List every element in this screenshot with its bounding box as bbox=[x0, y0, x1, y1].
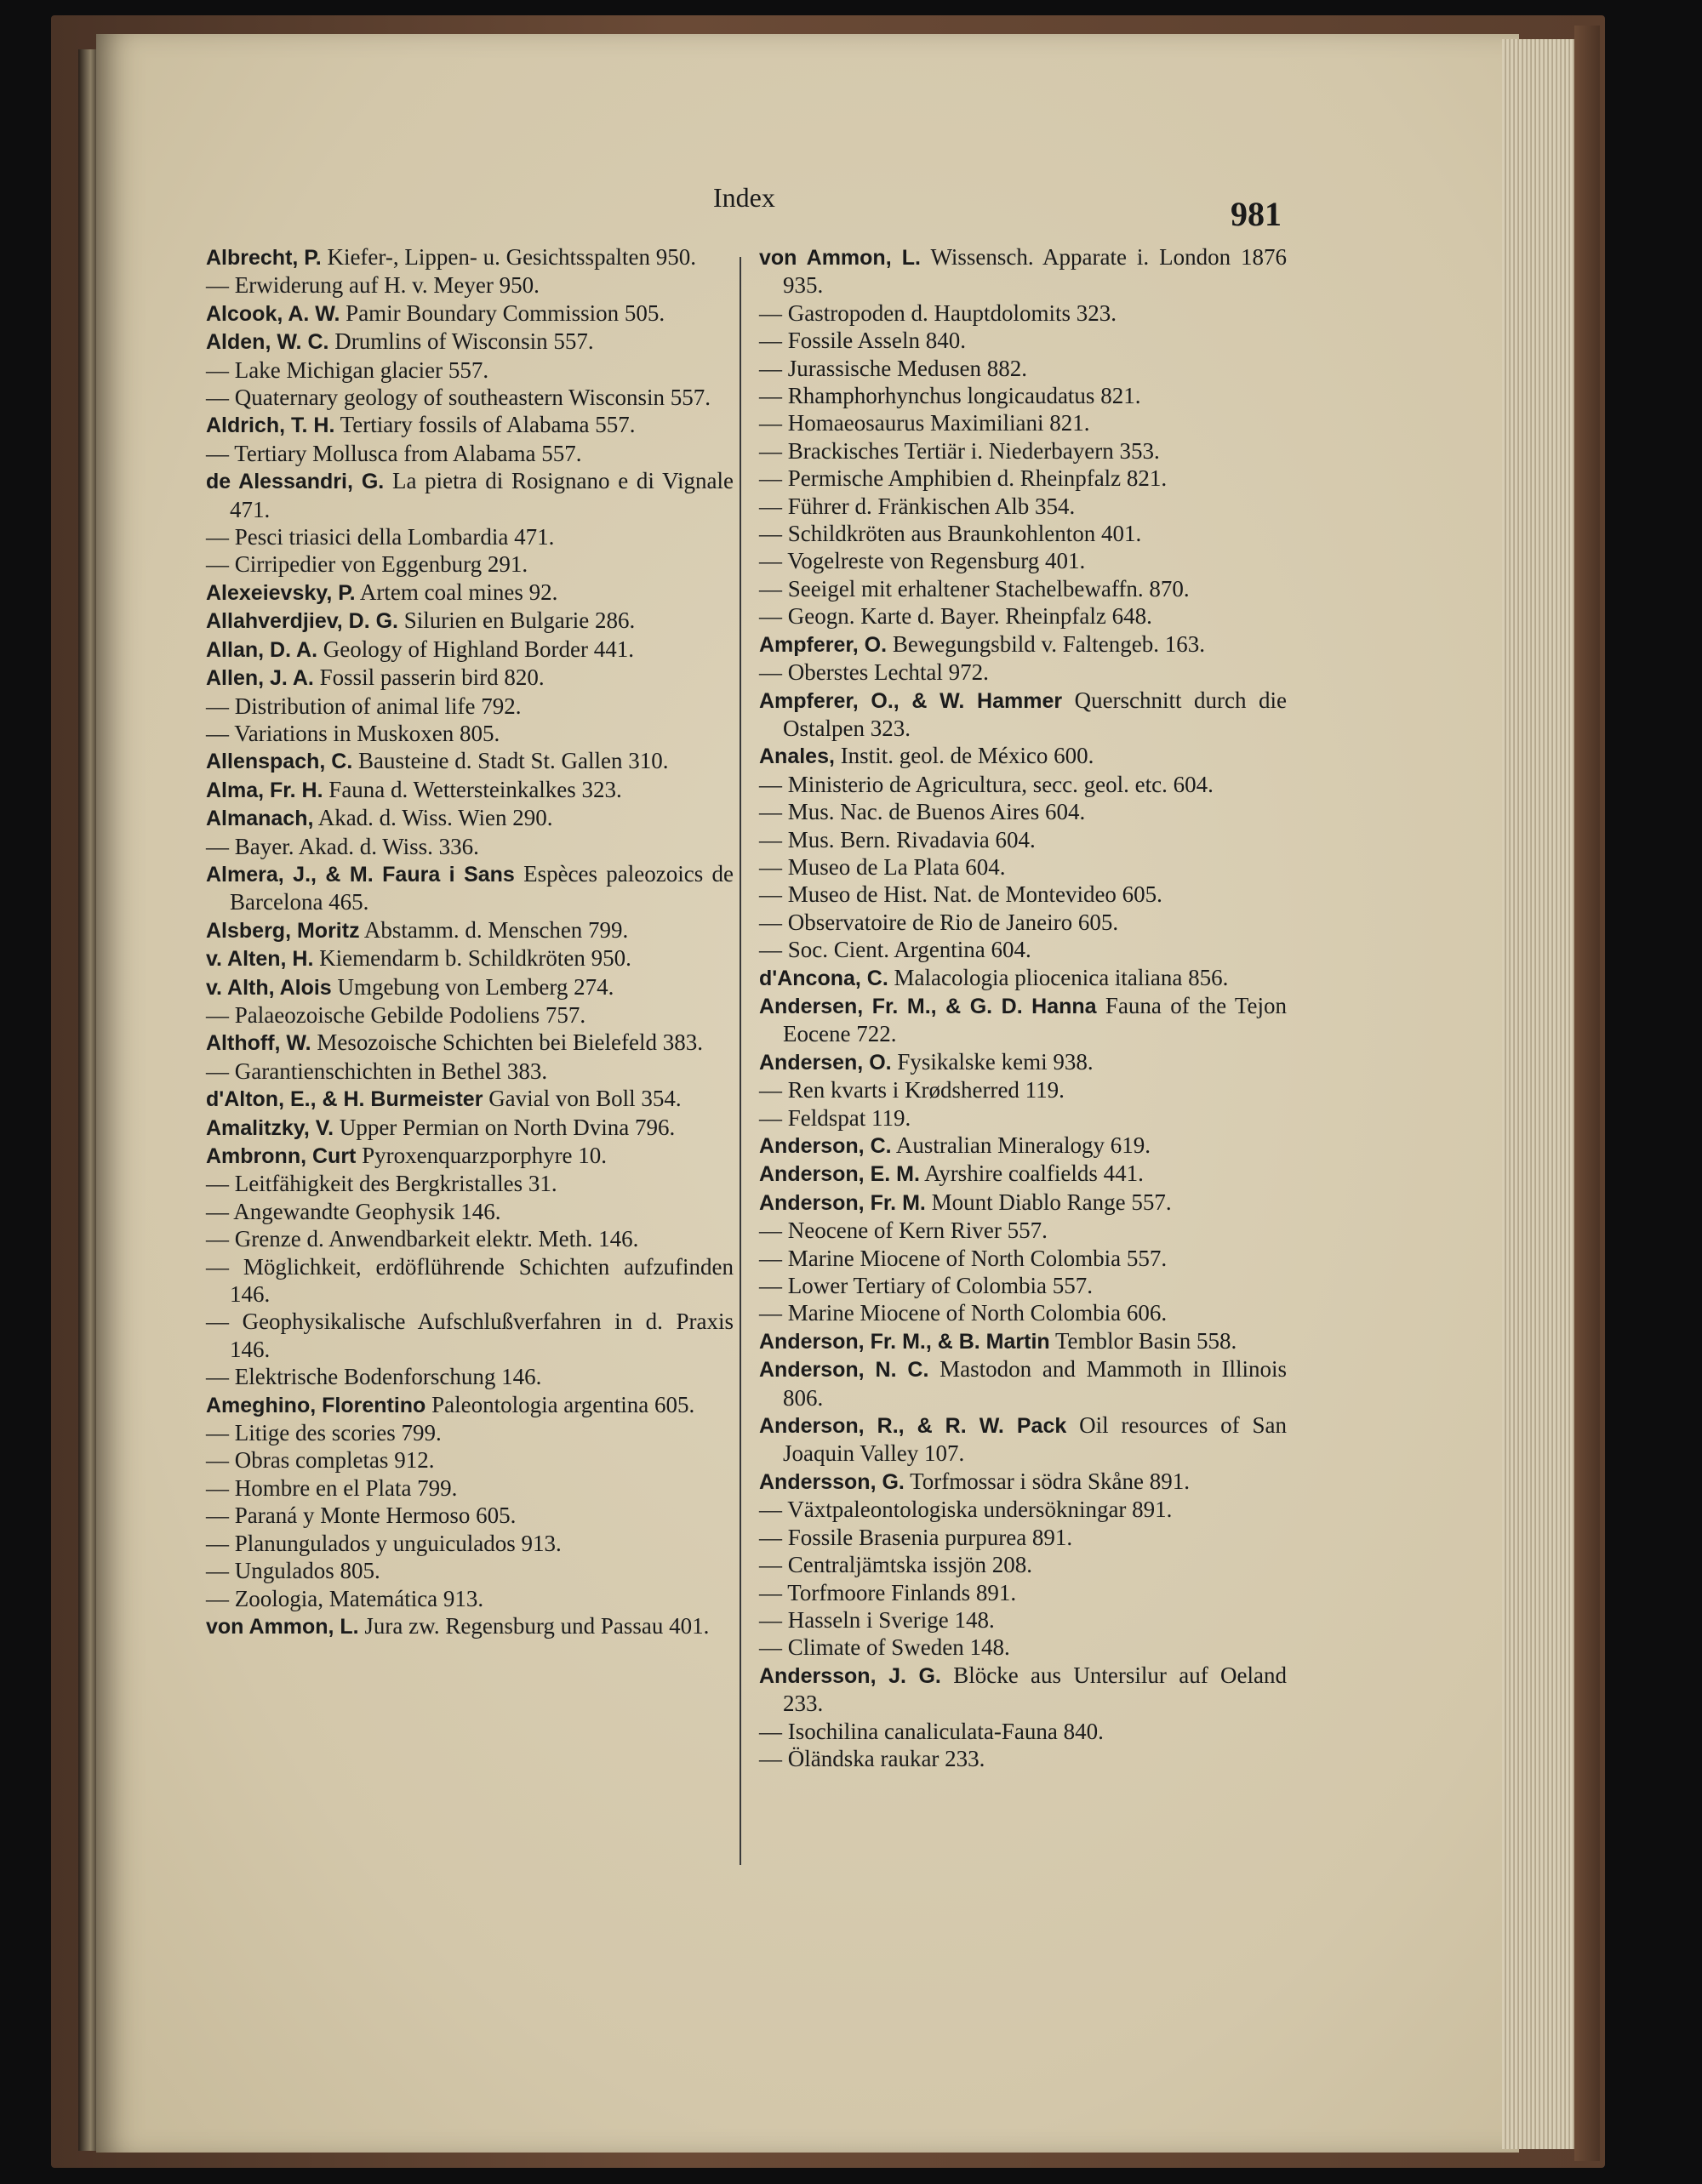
entry-text: — Cirripedier von Eggenburg 291. bbox=[206, 551, 528, 578]
entry-text: — Führer d. Fränkischen Alb 354. bbox=[759, 493, 1076, 519]
index-entry bbox=[206, 1198, 734, 1225]
index-entry bbox=[759, 575, 1287, 602]
entry-text: Fysikalske kemi 938. bbox=[897, 1048, 1094, 1075]
index-entry bbox=[759, 826, 1287, 853]
index-entry bbox=[759, 327, 1287, 354]
index-entry bbox=[759, 1579, 1287, 1606]
index-entry bbox=[206, 579, 734, 607]
entry-text: Kiemendarm b. Schildkröten 950. bbox=[319, 945, 631, 972]
entry-author: Anderson, N. C. bbox=[759, 1358, 929, 1383]
index-entry bbox=[759, 1245, 1287, 1272]
entry-text: Jura zw. Regensburg und Passau 401. bbox=[364, 1612, 710, 1639]
index-entry bbox=[759, 1468, 1287, 1496]
entry-text: — Bayer. Akad. d. Wiss. 336. bbox=[206, 833, 479, 859]
index-entry bbox=[206, 1391, 734, 1419]
entry-author: Andersen, Fr. M., & G. D. Hanna bbox=[759, 994, 1097, 1018]
index-entry bbox=[759, 1299, 1287, 1326]
index-entry bbox=[759, 687, 1287, 743]
entry-text: — Variations in Muskoxen 805. bbox=[206, 720, 500, 746]
index-entry bbox=[206, 833, 734, 860]
entry-author: Ampferer, O. bbox=[759, 632, 888, 657]
index-entry bbox=[759, 1551, 1287, 1578]
index-entry bbox=[759, 437, 1287, 465]
entry-text: Mastodon and Mammoth in Illinois 806. bbox=[783, 1356, 1287, 1411]
entry-text: — Geogn. Karte d. Bayer. Rheinpfalz 648. bbox=[759, 603, 1152, 630]
entry-text: — Schildkröten aus Braunkohlenton 401. bbox=[759, 521, 1142, 547]
entry-text: — Elektrische Bodenforschung 146. bbox=[206, 1364, 542, 1390]
entry-author: Andersson, J. G. bbox=[759, 1663, 941, 1688]
entry-text: Temblor Basin 558. bbox=[1054, 1327, 1237, 1354]
entry-author: Aldrich, T. H. bbox=[206, 413, 335, 438]
entry-text: — Fossile Asseln 840. bbox=[759, 328, 967, 354]
index-entry bbox=[206, 356, 734, 384]
index-entry bbox=[759, 742, 1287, 770]
entry-author: v. Alth, Alois bbox=[206, 975, 332, 1000]
index-entry bbox=[759, 964, 1287, 992]
entry-text: — Zoologia, Matemática 913. bbox=[206, 1585, 484, 1611]
index-entry bbox=[759, 1132, 1287, 1160]
index-entry bbox=[206, 328, 734, 356]
index-entry bbox=[206, 411, 734, 439]
entry-author: Anales, bbox=[759, 744, 835, 769]
index-entry bbox=[206, 1029, 734, 1057]
entry-author: Andersson, G. bbox=[759, 1469, 905, 1494]
entry-author: von Ammon, L. bbox=[759, 246, 921, 270]
entry-text: — Gastropoden d. Hauptdolomits 323. bbox=[759, 299, 1117, 326]
index-entry bbox=[759, 853, 1287, 881]
entry-text: Silurien en Bulgarie 286. bbox=[403, 607, 636, 634]
entry-text: Artem coal mines 92. bbox=[359, 579, 558, 605]
index-entry bbox=[206, 1085, 734, 1113]
entry-author: Almera, J., & M. Faura i Sans bbox=[206, 862, 515, 887]
entry-text: — Feldspat 119. bbox=[759, 1104, 911, 1131]
entry-text: — Växtpaleontologiska undersökningar 891. bbox=[759, 1497, 1173, 1523]
entry-text: Bewegungsbild v. Faltengeb. 163. bbox=[892, 630, 1206, 657]
index-entry bbox=[206, 1170, 734, 1197]
index-entry bbox=[206, 1114, 734, 1142]
entry-author: Ameghino, Florentino bbox=[206, 1393, 426, 1417]
index-entry bbox=[759, 602, 1287, 630]
entry-text: Blöcke aus Untersilur auf Oeland 233. bbox=[783, 1662, 1288, 1717]
index-entry bbox=[759, 520, 1287, 547]
index-entry bbox=[759, 909, 1287, 936]
entry-text: — Soc. Cient. Argentina 604. bbox=[759, 937, 1031, 963]
entry-text: Australian Mineralogy 619. bbox=[895, 1132, 1151, 1158]
index-entry bbox=[206, 1001, 734, 1029]
index-entry bbox=[759, 355, 1287, 382]
index-entry bbox=[759, 1104, 1287, 1132]
index-entry bbox=[206, 804, 734, 832]
index-entry bbox=[759, 1634, 1287, 1661]
index-entry bbox=[759, 243, 1287, 299]
entry-text: — Tertiary Mollusca from Alabama 557. bbox=[206, 440, 582, 466]
index-entry bbox=[206, 944, 734, 972]
index-column-right bbox=[759, 243, 1287, 1772]
index-entry bbox=[759, 1076, 1287, 1103]
entry-text: — Öländska raukar 233. bbox=[759, 1745, 985, 1771]
entry-text: Pyroxenquarzporphyre 10. bbox=[362, 1143, 608, 1168]
entry-text: Malacologia pliocenica italiana 856. bbox=[894, 964, 1229, 990]
index-entry bbox=[206, 720, 734, 747]
entry-text: Gavial von Boll 354. bbox=[488, 1086, 682, 1112]
entry-author: Allan, D. A. bbox=[206, 637, 318, 662]
entry-text: Instit. geol. de México 600. bbox=[840, 743, 1094, 769]
index-entry bbox=[759, 992, 1287, 1048]
index-entry bbox=[759, 630, 1287, 659]
entry-author: Anderson, Fr. M., & B. Martin bbox=[759, 1329, 1050, 1354]
entry-text: — Permische Amphibien d. Rheinpfalz 821. bbox=[759, 465, 1168, 492]
index-entry bbox=[759, 771, 1287, 798]
entry-text: — Paraná y Monte Hermoso 605. bbox=[206, 1503, 517, 1529]
entry-text: — Museo de La Plata 604. bbox=[759, 853, 1006, 880]
entry-author: d'Alton, E., & H. Burmeister bbox=[206, 1087, 483, 1112]
cover-edge bbox=[1574, 26, 1600, 2161]
entry-text: — Lake Michigan glacier 557. bbox=[206, 356, 489, 383]
entry-text: — Geophysikalische Aufschlußverfahren in d. Praxis 146. bbox=[206, 1309, 734, 1362]
index-column-left bbox=[206, 243, 734, 1640]
entry-author: Alden, W. C. bbox=[206, 330, 329, 355]
entry-author: d'Ancona, C. bbox=[759, 966, 888, 990]
index-entry bbox=[206, 636, 734, 664]
entry-author: Anderson, R., & R. W. Pack bbox=[759, 1414, 1067, 1439]
index-entry bbox=[759, 1606, 1287, 1634]
entry-text: — Hombre en el Plata 799. bbox=[206, 1474, 458, 1501]
index-entry bbox=[206, 1585, 734, 1612]
entry-text: — Seeigel mit erhaltener Stachelbewaffn. 870. bbox=[759, 575, 1190, 602]
index-entry bbox=[206, 1058, 734, 1085]
index-entry bbox=[759, 1327, 1287, 1355]
entry-author: Albrecht, P. bbox=[206, 246, 322, 270]
index-entry bbox=[206, 550, 734, 578]
entry-author: Anderson, Fr. M. bbox=[759, 1190, 926, 1215]
index-entry bbox=[206, 1253, 734, 1309]
entry-text: — Lower Tertiary of Colombia 557. bbox=[759, 1273, 1094, 1299]
index-entry bbox=[206, 860, 734, 916]
index-entry bbox=[759, 798, 1287, 825]
index-entry bbox=[759, 1662, 1287, 1718]
entry-text: Drumlins of Wisconsin 557. bbox=[334, 328, 594, 355]
entry-text: — Distribution of animal life 792. bbox=[206, 693, 522, 719]
column-rule bbox=[740, 257, 741, 1865]
index-entry bbox=[759, 881, 1287, 908]
entry-author: v. Alten, H. bbox=[206, 947, 314, 972]
entry-text: Mesozoische Schichten bei Bielefeld 383. bbox=[317, 1029, 703, 1056]
entry-text: Pamir Boundary Commission 505. bbox=[346, 299, 665, 326]
entry-text: Kiefer-, Lippen- u. Gesichtsspalten 950. bbox=[327, 244, 697, 270]
index-entry bbox=[759, 1160, 1287, 1188]
entry-text: — Erwiderung auf H. v. Meyer 950. bbox=[206, 272, 540, 299]
index-entry bbox=[206, 1557, 734, 1584]
index-entry bbox=[206, 1502, 734, 1529]
entry-text: — Fossile Brasenia purpurea 891. bbox=[759, 1524, 1073, 1550]
index-entry bbox=[206, 664, 734, 692]
entry-text: — Obras completas 912. bbox=[206, 1447, 435, 1474]
entry-author: Alma, Fr. H. bbox=[206, 778, 323, 802]
entry-text: Bausteine d. Stadt St. Gallen 310. bbox=[358, 748, 669, 774]
entry-text: — Garantienschichten in Bethel 383. bbox=[206, 1058, 548, 1084]
index-entry bbox=[759, 1411, 1287, 1468]
entry-text: — Ungulados 805. bbox=[206, 1558, 380, 1584]
index-entry bbox=[206, 1612, 734, 1640]
index-entry bbox=[206, 1308, 734, 1363]
index-entry bbox=[759, 1355, 1287, 1411]
index-entry bbox=[759, 936, 1287, 963]
index-entry bbox=[206, 747, 734, 775]
entry-text: Upper Permian on North Dvina 796. bbox=[339, 1114, 676, 1140]
entry-author: de Alessandri, G. bbox=[206, 470, 385, 494]
index-entry bbox=[759, 1217, 1287, 1244]
entry-text: — Marine Miocene of North Colombia 557. bbox=[759, 1245, 1168, 1271]
index-entry bbox=[206, 916, 734, 944]
index-entry bbox=[206, 1530, 734, 1557]
entry-text: — Isochilina canaliculata-Fauna 840. bbox=[759, 1718, 1104, 1744]
index-entry bbox=[759, 1745, 1287, 1772]
entry-text: Geology of Highland Border 441. bbox=[323, 636, 634, 662]
index-entry bbox=[206, 243, 734, 271]
index-entry bbox=[759, 493, 1287, 520]
index-entry bbox=[759, 382, 1287, 409]
index-entry bbox=[759, 1048, 1287, 1076]
index-entry bbox=[759, 1524, 1287, 1551]
index-entry bbox=[206, 1363, 734, 1390]
entry-text: Ayrshire coalfields 441. bbox=[924, 1160, 1144, 1187]
index-entry bbox=[206, 1446, 734, 1474]
entry-author: Allen, J. A. bbox=[206, 666, 314, 691]
entry-text: — Pesci triasici della Lombardia 471. bbox=[206, 524, 555, 550]
entry-author: Ambronn, Curt bbox=[206, 1144, 357, 1168]
index-entry bbox=[206, 973, 734, 1001]
entry-text: — Marine Miocene of North Colombia 606. bbox=[759, 1300, 1168, 1326]
index-entry bbox=[759, 547, 1287, 574]
index-entry bbox=[206, 1225, 734, 1252]
entry-text: — Angewandte Geophysik 146. bbox=[206, 1198, 501, 1224]
entry-text: Oil resources of San Joaquin Valley 107. bbox=[783, 1412, 1287, 1467]
entry-text: — Jurassische Medusen 882. bbox=[759, 355, 1027, 381]
entry-text: Mount Diablo Range 557. bbox=[931, 1189, 1172, 1215]
index-entry bbox=[759, 659, 1287, 686]
entry-text: — Oberstes Lechtal 972. bbox=[759, 659, 989, 686]
entry-text: — Hasseln i Sverige 148. bbox=[759, 1606, 995, 1633]
index-entry bbox=[759, 1496, 1287, 1523]
entry-text: — Neocene of Kern River 557. bbox=[759, 1217, 1048, 1244]
index-entry bbox=[759, 1272, 1287, 1299]
entry-author: Althoff, W. bbox=[206, 1031, 311, 1056]
entry-text: — Möglichkeit, erdöflührende Schichten aufzufinden 146. bbox=[206, 1253, 734, 1308]
entry-text: — Planungulados y unguiculados 913. bbox=[206, 1530, 562, 1556]
index-entry bbox=[759, 465, 1287, 492]
index-entry bbox=[206, 299, 734, 328]
entry-text: Umgebung von Lemberg 274. bbox=[337, 973, 614, 1000]
entry-author: Almanach, bbox=[206, 807, 314, 831]
index-entry bbox=[206, 1419, 734, 1446]
index-entry bbox=[206, 384, 734, 411]
entry-text: — Centraljämtska issjön 208. bbox=[759, 1552, 1032, 1578]
entry-author: Allenspach, C. bbox=[206, 750, 353, 774]
index-entry bbox=[206, 1142, 734, 1170]
entry-text: Fauna d. Wettersteinkalkes 323. bbox=[328, 776, 622, 802]
entry-text: La pietra di Rosignano e di Vignale 471. bbox=[230, 468, 734, 522]
entry-author: Allahverdjiev, D. G. bbox=[206, 609, 399, 634]
entry-text: — Museo de Hist. Nat. de Montevideo 605. bbox=[759, 881, 1162, 908]
page-number: 981 bbox=[1231, 195, 1282, 233]
entry-author: Andersen, O. bbox=[759, 1050, 892, 1075]
index-entry bbox=[206, 607, 734, 635]
index-entry bbox=[206, 440, 734, 467]
entry-author: Anderson, E. M. bbox=[759, 1162, 920, 1187]
entry-author: Ampferer, O., & W. Hammer bbox=[759, 688, 1063, 713]
index-entry bbox=[759, 299, 1287, 327]
entry-text: Espèces paleozoics de Barcelona 465. bbox=[230, 860, 734, 915]
entry-text: Querschnitt durch die Ostalpen 323. bbox=[783, 687, 1287, 741]
entry-text: Fossil passerin bird 820. bbox=[319, 664, 545, 691]
index-entry bbox=[206, 776, 734, 804]
entry-author: Alsberg, Moritz bbox=[206, 918, 360, 943]
index-entry bbox=[759, 409, 1287, 436]
index-entry bbox=[206, 1474, 734, 1502]
entry-text: Akad. d. Wiss. Wien 290. bbox=[317, 805, 553, 831]
entry-text: — Mus. Nac. de Buenos Aires 604. bbox=[759, 799, 1086, 825]
entry-text: — Ren kvarts i Krødsherred 119. bbox=[759, 1077, 1065, 1103]
running-head: Index bbox=[713, 182, 775, 213]
entry-text: — Torfmoore Finlands 891. bbox=[759, 1579, 1017, 1605]
index-entry bbox=[759, 1718, 1287, 1745]
entry-text: — Ministerio de Agricultura, secc. geol. etc. 604. bbox=[759, 771, 1214, 797]
entry-author: von Ammon, L. bbox=[206, 1614, 359, 1639]
entry-text: Fauna of the Tejon Eocene 722. bbox=[783, 992, 1287, 1047]
entry-text: Torfmossar i södra Skåne 891. bbox=[910, 1468, 1190, 1494]
index-entry bbox=[206, 693, 734, 720]
entry-text: Tertiary fossils of Alabama 557. bbox=[340, 412, 636, 438]
entry-author: Alcook, A. W. bbox=[206, 301, 340, 326]
entry-text: — Litige des scories 799. bbox=[206, 1420, 442, 1446]
entry-author: Anderson, C. bbox=[759, 1134, 892, 1158]
entry-text: — Quaternary geology of southeastern Wisconsin 557. bbox=[206, 385, 711, 411]
index-entry bbox=[206, 271, 734, 299]
entry-text: Wissensch. Apparate i. London 1876 935. bbox=[783, 244, 1287, 299]
entry-text: — Grenze d. Anwendbarkeit elektr. Meth. 146. bbox=[206, 1226, 639, 1252]
entry-text: — Mus. Bern. Rivadavia 604. bbox=[759, 826, 1036, 853]
entry-author: Alexeievsky, P. bbox=[206, 580, 356, 605]
entry-author: Amalitzky, V. bbox=[206, 1115, 334, 1140]
index-entry bbox=[206, 523, 734, 550]
entry-text: — Climate of Sweden 148. bbox=[759, 1634, 1010, 1661]
index-entry bbox=[759, 1189, 1287, 1217]
entry-text: — Leitfähigkeit des Bergkristalles 31. bbox=[206, 1171, 557, 1197]
index-entry bbox=[206, 467, 734, 523]
entry-text: — Palaeozoische Gebilde Podoliens 757. bbox=[206, 1001, 586, 1028]
entry-text: Paleontologia argentina 605. bbox=[431, 1391, 695, 1417]
entry-text: — Brackisches Tertiär i. Niederbayern 353. bbox=[759, 437, 1160, 464]
entry-text: — Homaeosaurus Maximiliani 821. bbox=[759, 410, 1090, 436]
entry-text: Abstamm. d. Menschen 799. bbox=[363, 916, 629, 943]
entry-text: — Observatoire de Rio de Janeiro 605. bbox=[759, 909, 1119, 935]
entry-text: — Vogelreste von Regensburg 401. bbox=[759, 548, 1086, 574]
entry-text: — Rhamphorhynchus longicaudatus 821. bbox=[759, 383, 1141, 409]
